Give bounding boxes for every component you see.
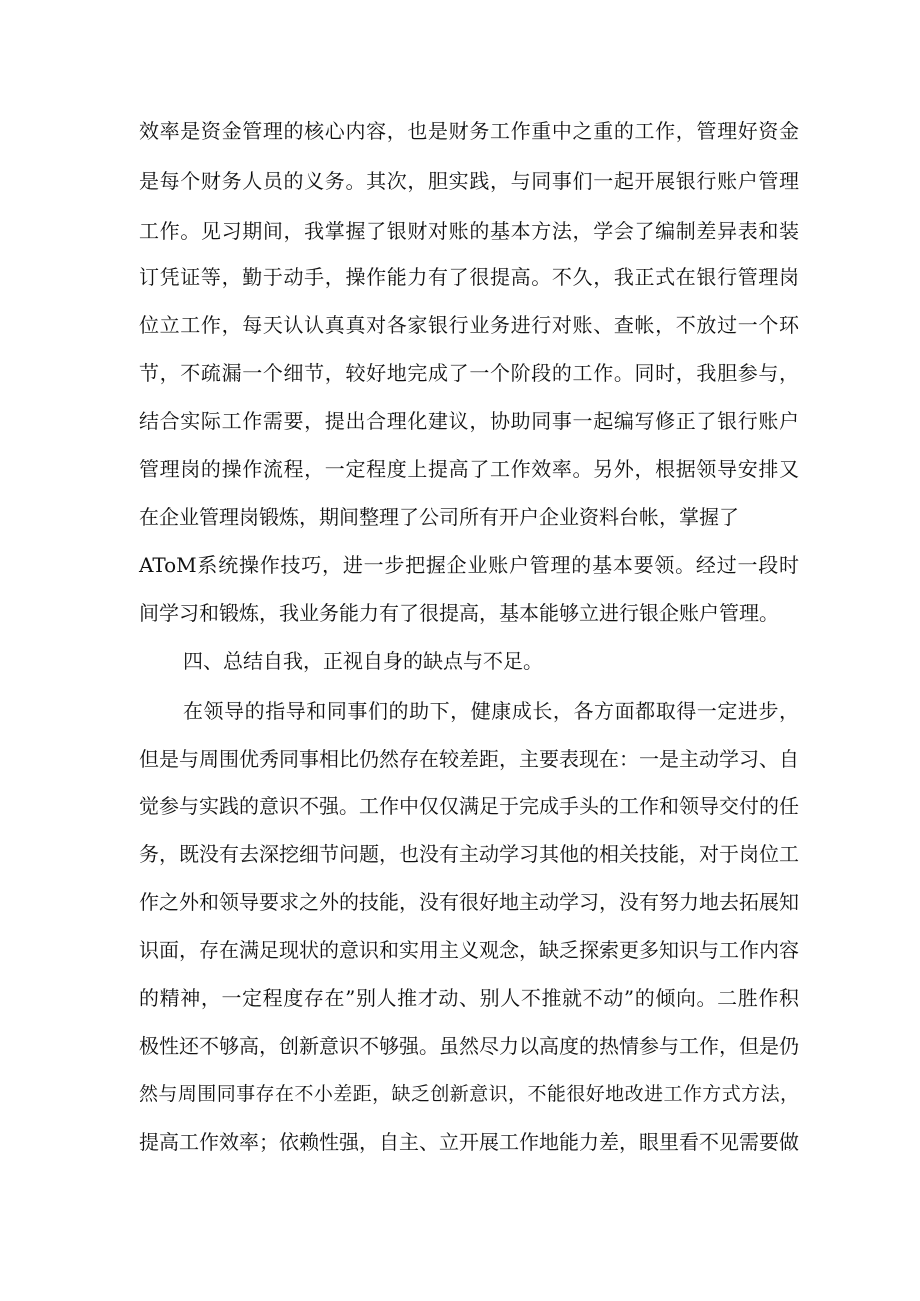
text-line: 订凭证等，勤于动手，操作能力有了很提高。不久，我正式在银行管理岗 [139, 265, 799, 289]
text-line: 是每个财务人员的义务。其次，胆实践，与同事们一起开展银行账户管理 [139, 169, 799, 193]
text-line: 间学习和锻炼，我业务能力有了很提高，基本能够立进行银企账户管理。 [139, 601, 779, 625]
text-line: 提高工作效率；依赖性强，自主、立开展工作地能力差，眼里看不见需要做 [139, 1130, 799, 1154]
text-line: 结合实际工作需要，提出合理化建议，协助同事一起编写修正了银行账户 [139, 409, 799, 433]
text-line: 工作。见习期间，我掌握了银财对账的基本方法，学会了编制差异表和装 [139, 219, 799, 243]
text-line: 但是与周围优秀同事相比仍然存在较差距，主要表现在：一是主动学习、自 [139, 747, 799, 771]
text-line: 识面，存在满足现状的意识和实用主义观念，缺乏探索更多知识与工作内容 [139, 938, 799, 962]
text-line: AToM系统操作技巧，进一步把握企业账户管理的基本要领。经过一段时 [139, 553, 799, 577]
text-line: 效率是资金管理的核心内容，也是财务工作重中之重的工作，管理好资金 [139, 119, 799, 143]
text-line: 在企业管理岗锻炼，期间整理了公司所有开户企业资料台帐，掌握了 [139, 505, 739, 529]
text-line: 节，不疏漏一个细节，较好地完成了一个阶段的工作。同时，我胆参与， [139, 361, 799, 385]
text-line: 极性还不够高，创新意识不够强。虽然尽力以高度的热情参与工作，但是仍 [139, 1034, 799, 1058]
text-line: 位立工作，每天认认真真对各家银行业务进行对账、查帐，不放过一个环 [139, 313, 799, 337]
text-line: 管理岗的操作流程，一定程度上提高了工作效率。另外，根据领导安排又 [139, 457, 799, 481]
text-line: 务，既没有去深挖细节问题，也没有主动学习其他的相关技能，对于岗位工 [139, 842, 799, 866]
text-line: 然与周围同事存在不小差距，缺乏创新意识，不能很好地改进工作方式方法， [139, 1083, 799, 1105]
text-line: 在领导的指导和同事们的助下，健康成长，各方面都取得一定进步， [183, 699, 799, 723]
text-line: 觉参与实践的意识不强。工作中仅仅满足于完成手头的工作和领导交付的任 [139, 794, 799, 818]
text-line: 作之外和领导要求之外的技能，没有很好地主动学习，没有努力地去拓展知 [139, 890, 799, 914]
text-line: 的精神，一定程度存在”别人推才动、别人不推就不动”的倾向。二胜作积 [139, 986, 799, 1010]
section-heading: 四、总结自我，正视自身的缺点与不足。 [183, 649, 543, 673]
